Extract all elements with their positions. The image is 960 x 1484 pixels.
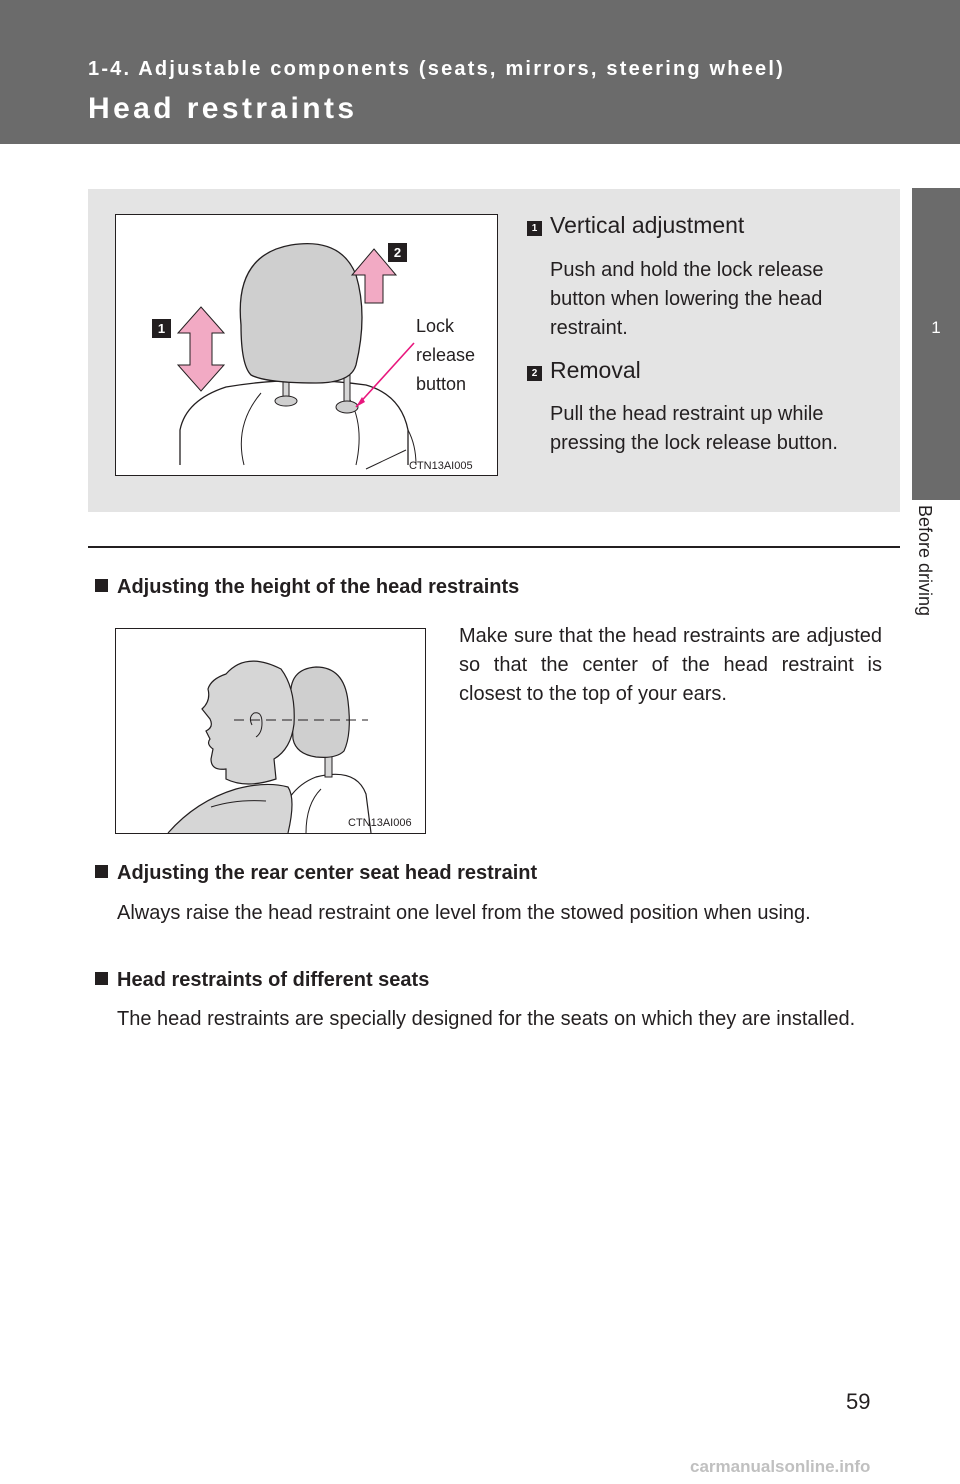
divider: [88, 546, 900, 548]
section-heading-text: Adjusting the height of the head restraints: [117, 576, 520, 598]
section-heading-different-seats: [95, 969, 429, 992]
page-title: Head restraints: [88, 92, 358, 125]
item-title-vertical: Vertical adjustment: [550, 212, 745, 238]
marker-1-icon: 1: [152, 319, 171, 338]
figure-code: CTN13AI005: [409, 460, 473, 472]
bullet-square-icon: [95, 865, 108, 878]
item-body-removal: Pull the head restraint up while pressing the lock release button.: [550, 403, 838, 454]
section-heading-text: Adjusting the rear center seat head restraint: [117, 862, 538, 884]
figure-code: CTN13AI006: [348, 817, 412, 829]
item-title-removal: Removal: [550, 357, 641, 383]
lock-label-line: button: [416, 374, 467, 394]
chapter-label: Before driving: [915, 505, 935, 617]
page-header: [0, 0, 960, 144]
lock-label-line: release: [416, 345, 476, 365]
page-number: 59: [846, 1389, 871, 1414]
marker-2-icon: 2: [388, 243, 407, 262]
watermark: carmanualsonline.info: [690, 1457, 871, 1476]
head-position-illustration: [116, 629, 425, 833]
item-body-vertical: Push and hold the lock release button when lowering the head restraint.: [550, 259, 824, 339]
lock-label-line: Lock: [416, 316, 455, 336]
chapter-number: 1: [931, 318, 941, 337]
item-marker-2-icon: 2: [527, 366, 542, 381]
lock-release-label: [416, 312, 475, 399]
chapter-tab: [912, 188, 960, 500]
item-marker-1-icon: 1: [527, 221, 542, 236]
section-heading-center-seat: [95, 862, 537, 885]
section-title: 1-4. Adjustable components (seats, mirrors, steering wheel): [88, 58, 785, 80]
head-position-figure: [115, 628, 426, 834]
section-body-center-seat: Always raise the head restraint one level from the stowed position when using.: [117, 902, 811, 924]
bullet-square-icon: [95, 579, 108, 592]
bullet-square-icon: [95, 972, 108, 985]
section-body-different-seats: The head restraints are specially designed for the seats on which they are installed.: [117, 1008, 856, 1030]
section-body-height: Make sure that the head restraints are adjusted so that the center of the head restraint is closest to the top of your ears.: [459, 625, 882, 705]
section-heading-height: [95, 576, 519, 599]
section-heading-text: Head restraints of different seats: [117, 969, 430, 991]
